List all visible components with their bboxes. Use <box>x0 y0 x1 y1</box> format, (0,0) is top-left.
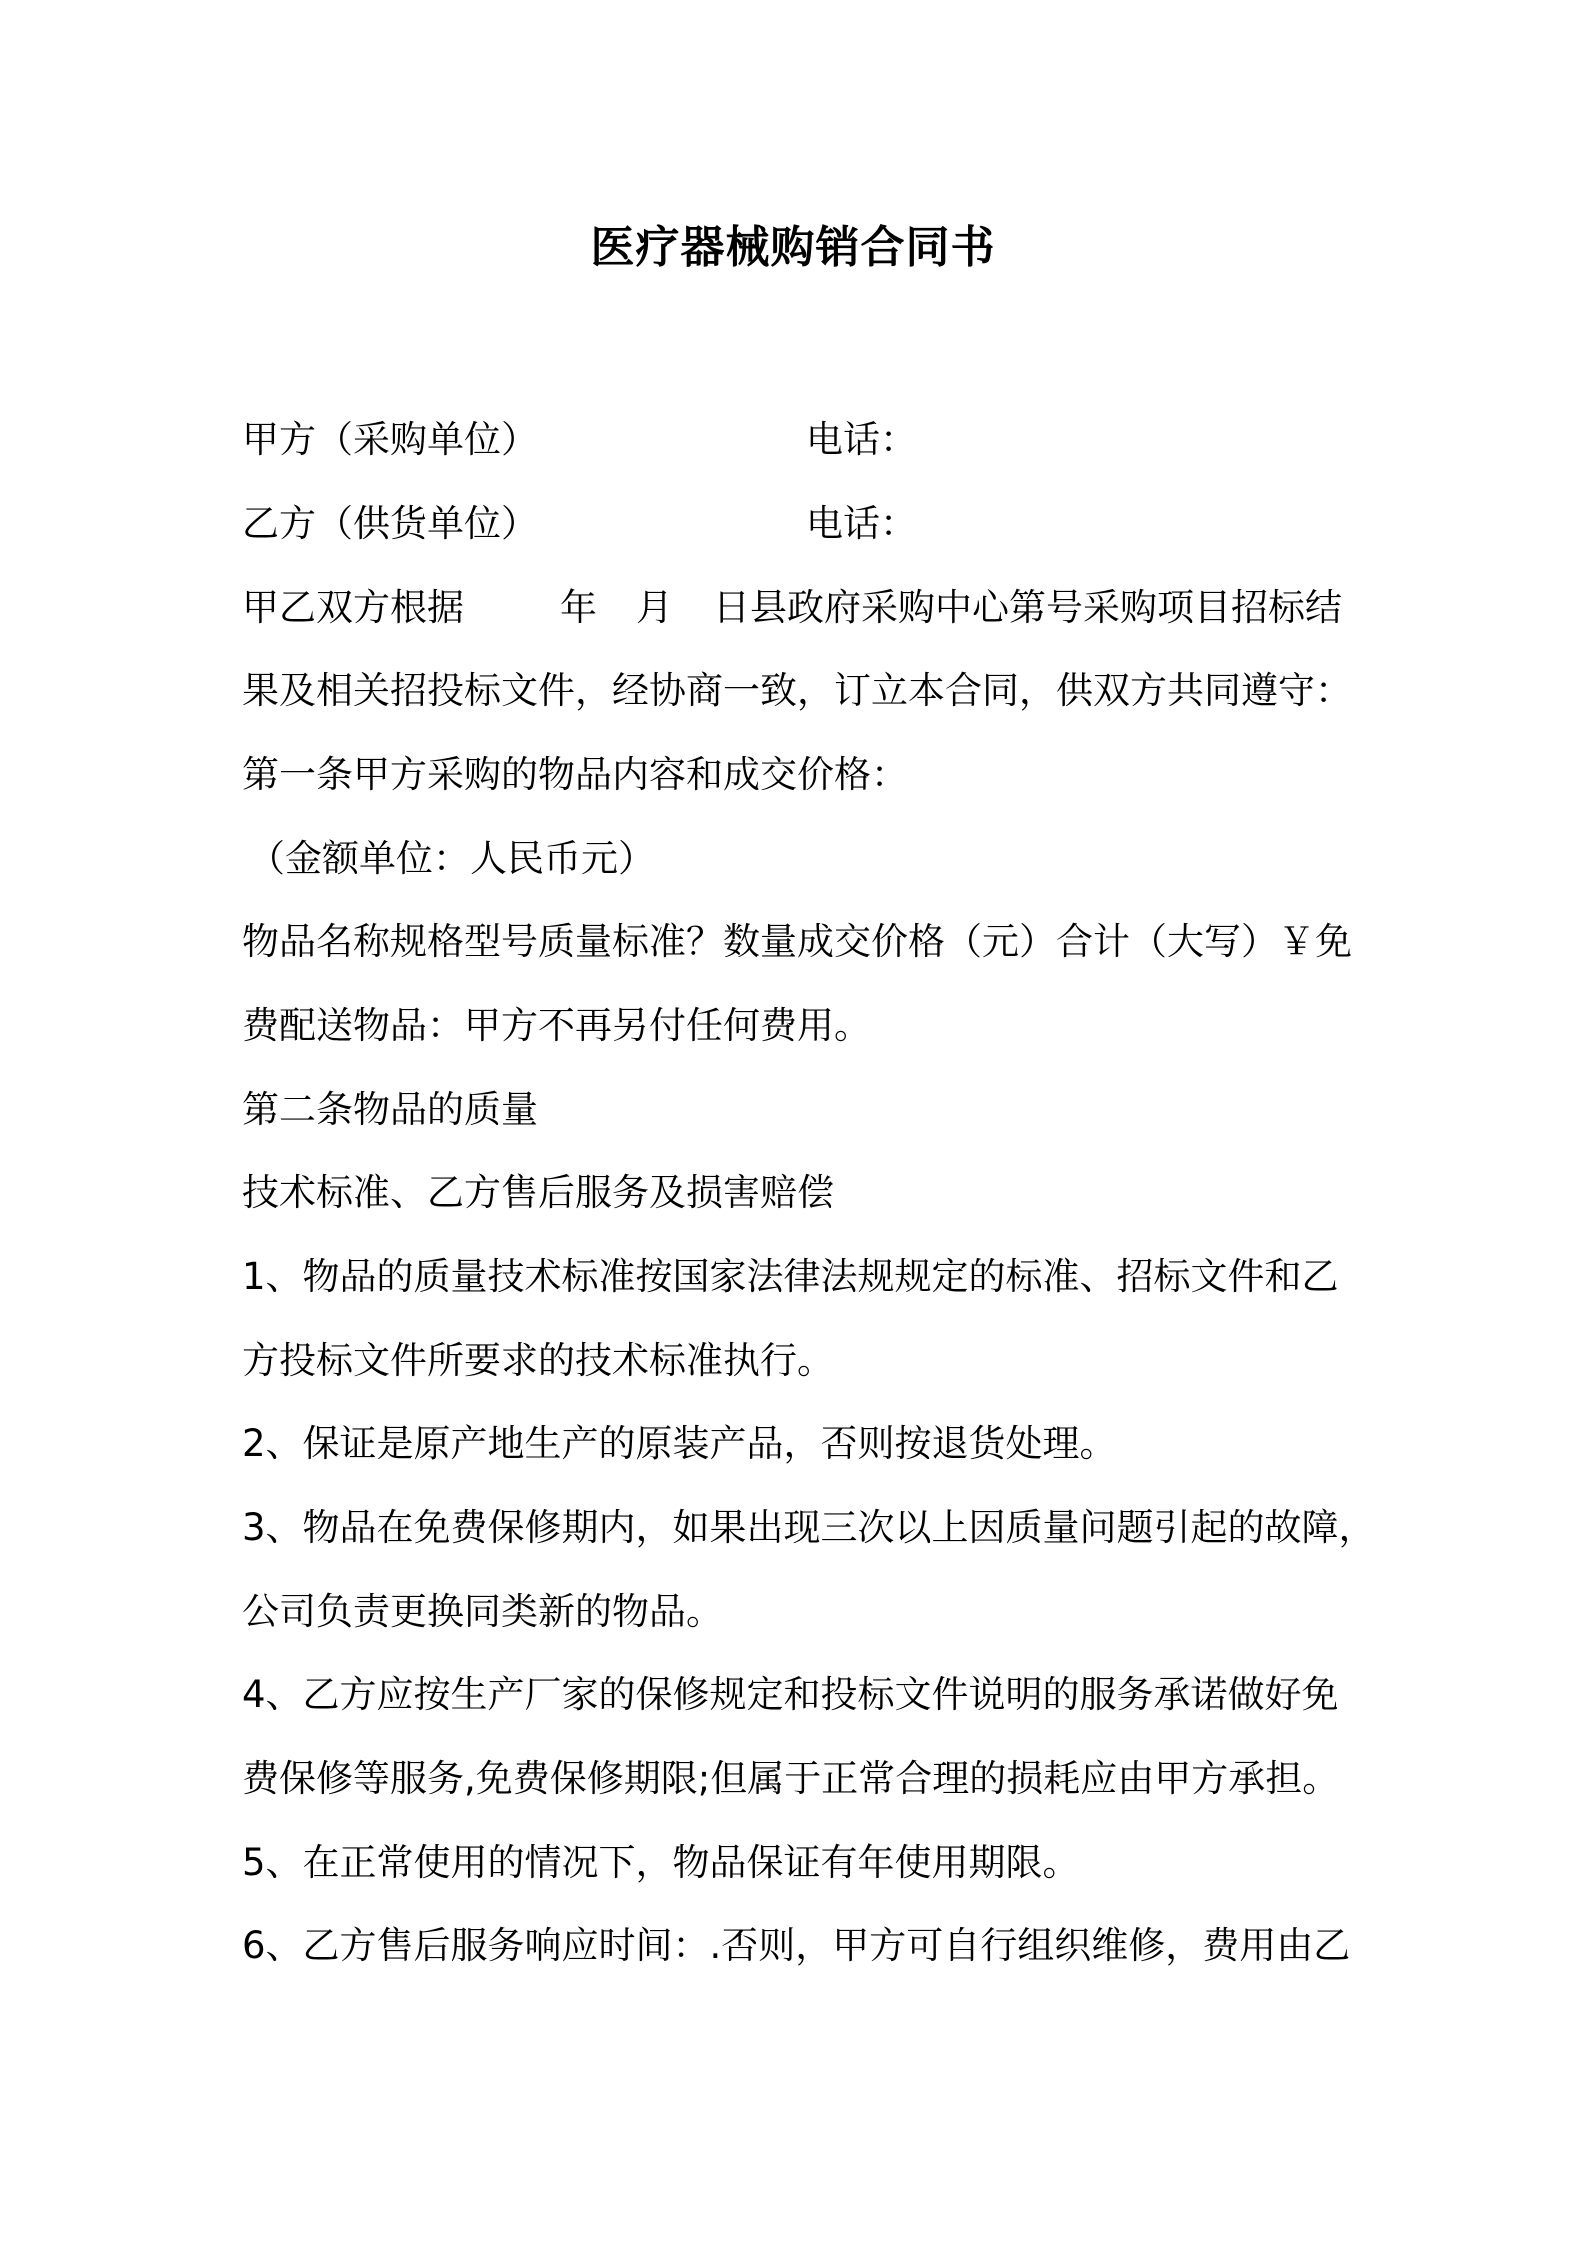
paragraph-line: 物品名称规格型号质量标准？数量成交价格（元）合计（大写）￥免 <box>242 920 1352 963</box>
basis-prefix: 甲乙双方根据 <box>242 586 464 629</box>
clause-4: 4、乙方应按生产厂家的保修规定和投标文件说明的服务承诺做好免 <box>242 1673 1339 1716</box>
article-2-subheading: 技术标准、乙方售后服务及损害赔偿 <box>242 1171 834 1214</box>
currency-note: （金额单位：人民币元） <box>248 837 655 880</box>
clause-6: 6、乙方售后服务响应时间：.否则，甲方可自行组织维修，费用由乙 <box>242 1924 1351 1967</box>
party-a-label: 甲方（采购单位） <box>242 418 538 461</box>
clause-2: 2、保证是原产地生产的原装产品，否则按退货处理。 <box>242 1422 1117 1465</box>
clause-4-continued: 费保修等服务,免费保修期限;但属于正常合理的损耗应由甲方承担。 <box>242 1757 1340 1800</box>
clause-5: 5、在正常使用的情况下，物品保证有年使用期限。 <box>242 1841 1080 1884</box>
document-title: 医疗器械购销合同书 <box>590 222 996 273</box>
paragraph-line: 费配送物品：甲方不再另付任何费用。 <box>242 1004 871 1047</box>
clause-3: 3、物品在免费保修期内，如果出现三次以上因质量问题引起的故障， <box>242 1506 1376 1549</box>
basis-year: 年 <box>560 586 597 629</box>
clause-1: 1、物品的质量技术标准按国家法律法规规定的标准、招标文件和乙 <box>242 1255 1339 1298</box>
paragraph-line: 果及相关招投标文件，经协商一致，订立本合同，供双方共同遵守： <box>242 669 1352 712</box>
party-b-phone-label: 电话： <box>806 502 917 545</box>
basis-month: 月 <box>636 586 673 629</box>
basis-rest: 日县政府采购中心第号采购项目招标结 <box>713 586 1342 629</box>
clause-3-continued: 公司负责更换同类新的物品。 <box>242 1590 723 1633</box>
party-a-phone-label: 电话： <box>806 418 917 461</box>
party-b-label: 乙方（供货单位） <box>242 502 538 545</box>
article-2-heading: 第二条物品的质量 <box>242 1088 538 1131</box>
clause-1-continued: 方投标文件所要求的技术标准执行。 <box>242 1339 834 1382</box>
article-1-heading: 第一条甲方采购的物品内容和成交价格： <box>242 753 908 796</box>
